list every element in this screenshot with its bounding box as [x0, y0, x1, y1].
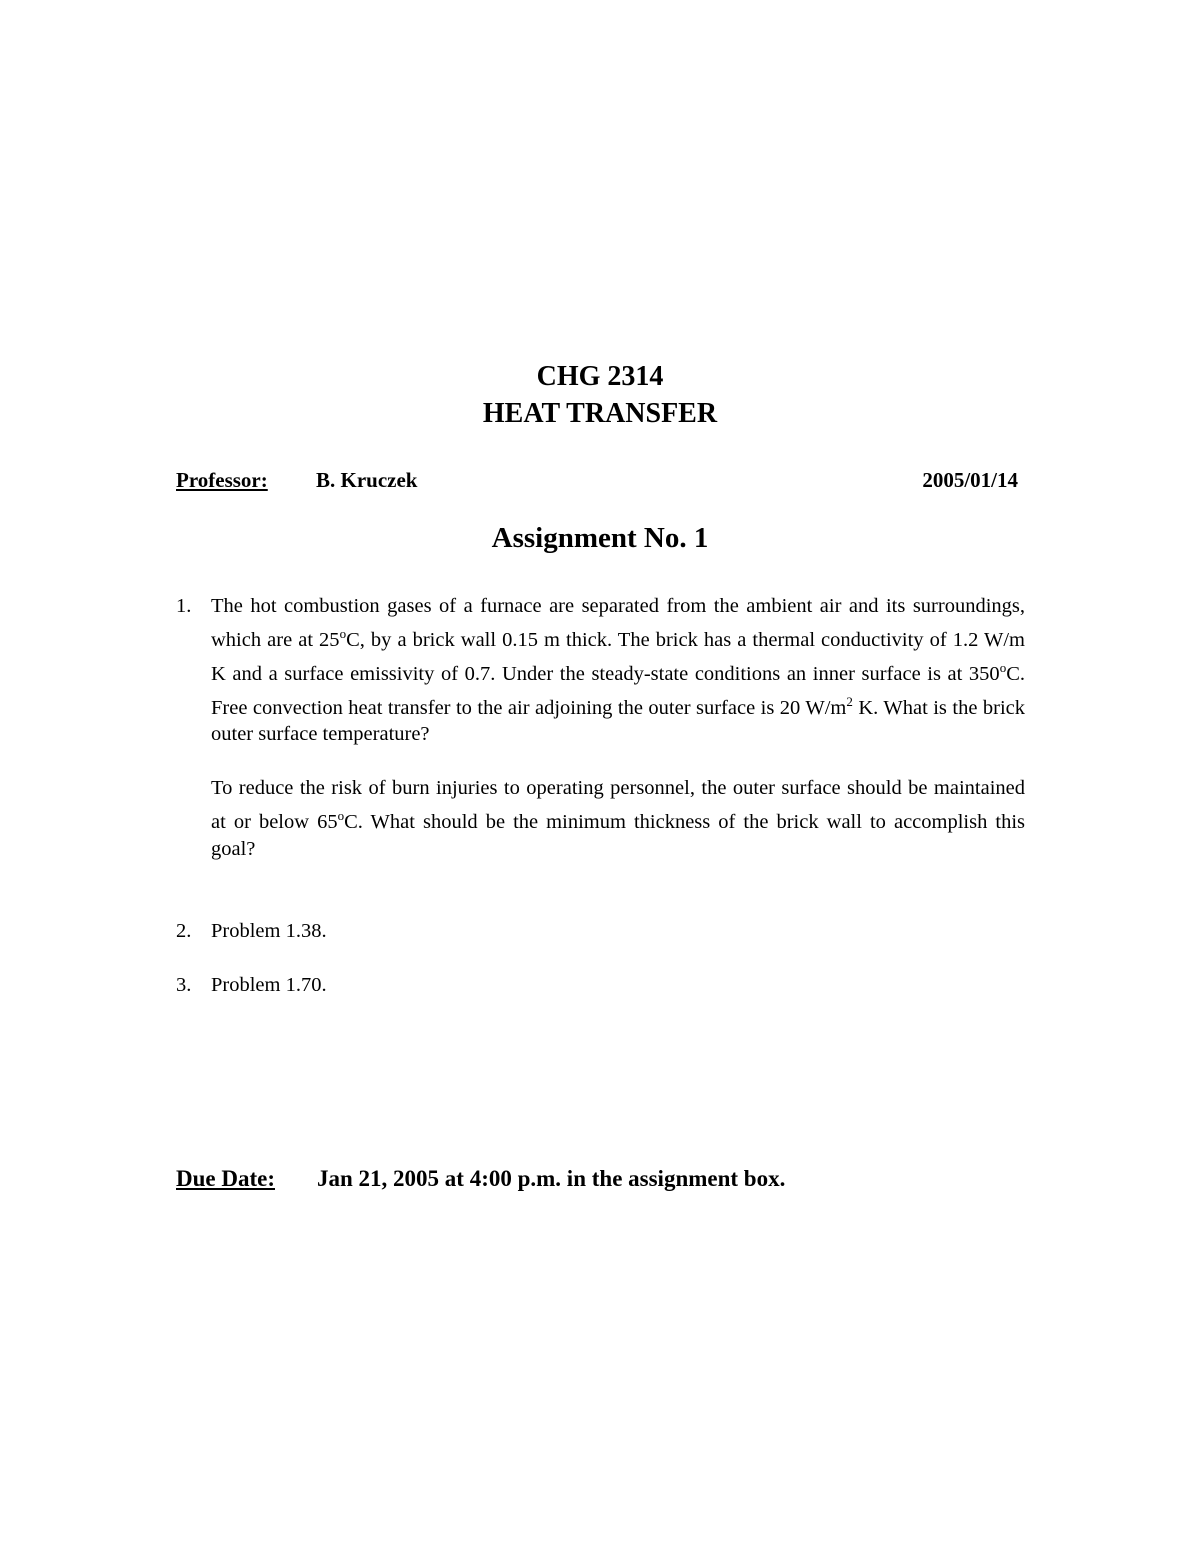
course-code: CHG 2314 [536, 361, 664, 392]
assignment-title: Assignment No. 1 [491, 522, 709, 554]
problem-1-number: 1. [176, 595, 192, 617]
problem-1-paragraph-1: The hot combustion gases of a furnace are separated from the ambient air and its surroundings, which are at 25$^o$C, by a brick wall 0.15 m thick. The brick has a thermal conductivity of 1.2 W/m K and a surface emissivity of 0.7. Under the steady-state conditions an inner surface is at 350$^o$C. Free convection heat transfer to the air adjoining the outer surface is 20 $W/m^2$ K. What is the brick outer surface temperature? [211, 595, 1026, 746]
problem-2-text: Problem 1.38. [211, 920, 327, 942]
problem-2-number: 2. [176, 920, 192, 942]
professor-name: B. Kruczek [316, 468, 418, 492]
problem-1-paragraph-2: To reduce the risk of burn injuries to operating personnel, the outer surface should be maintained at or below 65$^o$C. What should be the minimum thickness of the brick wall to accomplish this goal? [211, 777, 1025, 861]
professor-label: Professor: [176, 468, 268, 492]
course-name: HEAT TRANSFER [482, 398, 718, 429]
problem-1-text [211, 593, 1025, 863]
problem-3-text: Problem 1.70. [211, 974, 327, 996]
assignment-date: 2005/01/14 [922, 468, 1018, 492]
problem-3-number: 3. [176, 974, 192, 996]
due-date-label: Due Date: [176, 1166, 275, 1191]
due-date-text: Jan 21, 2005 at 4:00 p.m. in the assignment box. [317, 1166, 786, 1191]
